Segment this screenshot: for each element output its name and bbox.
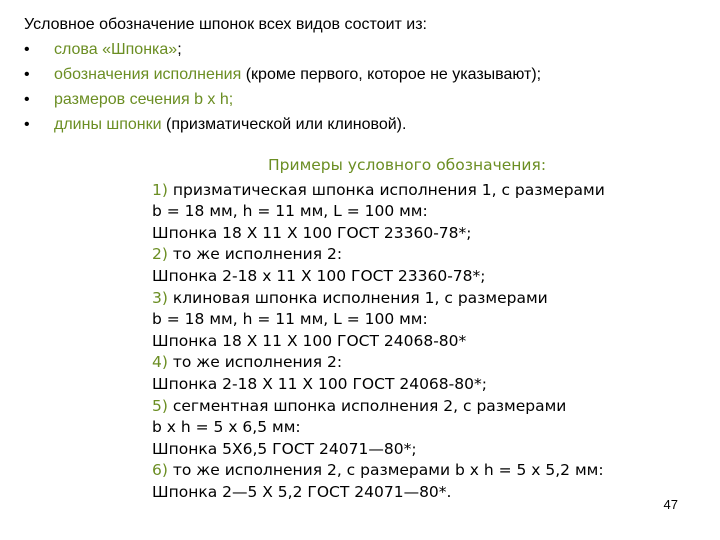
example-3-designation: Шпонка 18 X 11 X 100 ГОСТ 24068-80* bbox=[152, 331, 467, 350]
example-desc: то же исполнения 2, с размерами b х h = 5 х 5,2 мм: bbox=[167, 461, 604, 480]
example-1-dims: b = 18 мм, h = 11 мм, L = 100 мм: bbox=[152, 202, 428, 221]
example-1-description bbox=[152, 180, 672, 202]
example-desc: то же исполнения 2: bbox=[167, 245, 343, 264]
bullet-marker: • bbox=[24, 91, 30, 108]
examples-section bbox=[152, 155, 672, 504]
example-3-description bbox=[152, 288, 672, 310]
example-number: 2) bbox=[152, 245, 168, 264]
example-6-designation: Шпонка 2—5 X 5,2 ГОСТ 24071—80*. bbox=[152, 482, 452, 501]
example-4-designation: Шпонка 2-18 X 11 X 100 ГОСТ 24068-80*; bbox=[152, 374, 487, 393]
bullet-marker: • bbox=[24, 41, 30, 58]
example-number: 6) bbox=[152, 461, 168, 480]
bullet-rest: ; bbox=[177, 41, 182, 58]
example-number: 1) bbox=[152, 180, 168, 199]
bullet-rest: (призматической или клиновой). bbox=[161, 116, 407, 133]
bullet-highlight: длины шпонки bbox=[54, 116, 162, 133]
bullet-marker: • bbox=[24, 116, 30, 133]
bullet-marker: • bbox=[24, 66, 30, 83]
bullet-item-word bbox=[24, 37, 704, 62]
examples-title: Примеры условного обозначения: bbox=[268, 156, 547, 174]
example-number: 5) bbox=[152, 396, 168, 415]
example-5-description bbox=[152, 396, 672, 418]
example-5-designation: Шпонка 5Х6,5 ГОСТ 24071—80*; bbox=[152, 439, 417, 458]
definition-section bbox=[24, 12, 704, 137]
example-number: 3) bbox=[152, 288, 168, 307]
intro-text: Условное обозначение шпонок всех видов состоит из: bbox=[24, 16, 427, 33]
example-2-designation: Шпонка 2-18 х 11 X 100 ГОСТ 23360-78*; bbox=[152, 266, 486, 285]
page-number: 47 bbox=[663, 497, 678, 512]
bullet-item-length bbox=[24, 112, 704, 137]
bullet-highlight: размеров сечения b х h; bbox=[54, 91, 234, 108]
bullet-rest: (кроме первого, которое не указывают); bbox=[241, 66, 542, 83]
example-number: 4) bbox=[152, 353, 168, 372]
bullet-highlight: слова «Шпонка» bbox=[54, 41, 178, 58]
example-desc: сегментная шпонка исполнения 2, с размерами bbox=[167, 396, 567, 415]
bullet-item-version bbox=[24, 62, 704, 87]
example-desc: призматическая шпонка исполнения 1, с размерами bbox=[167, 180, 605, 199]
bullet-highlight: обозначения исполнения bbox=[54, 66, 242, 83]
bullet-item-section bbox=[24, 87, 704, 112]
example-5-dims: b х h = 5 х 6,5 мм: bbox=[152, 418, 301, 437]
example-1-designation: Шпонка 18 X 11 X 100 ГОСТ 23360-78*; bbox=[152, 223, 472, 242]
example-3-dims: b = 18 мм, h = 11 мм, L = 100 мм: bbox=[152, 310, 428, 329]
example-desc: клиновая шпонка исполнения 1, с размерами bbox=[167, 288, 548, 307]
example-2-description bbox=[152, 244, 672, 266]
example-4-description bbox=[152, 352, 672, 374]
example-desc: то же исполнения 2: bbox=[167, 353, 343, 372]
example-6-description bbox=[152, 460, 672, 482]
